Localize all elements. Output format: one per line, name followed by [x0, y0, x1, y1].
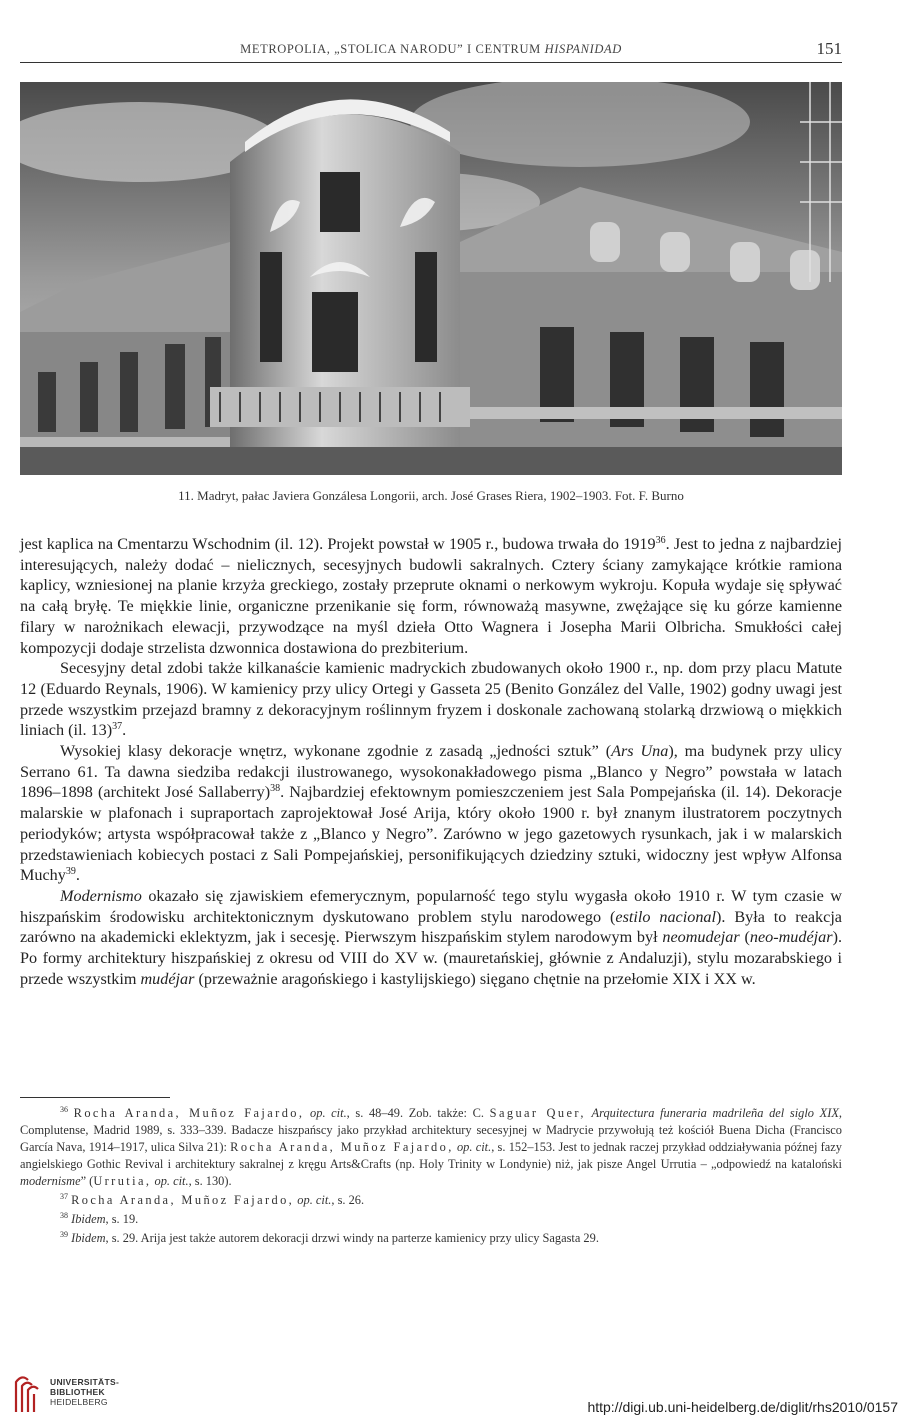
- paragraph-2: Secesyjny detal zdobi także kilkanaście kamienic madryckich zbudowanych około 1900 r., np. dom przy placu Matute 12 (Eduardo Reynals, 1906). W kamienicy przy ulicy Ortegi y Gasseta 25 (Benito González del Valle, 1902) godny uwagi jest przede wszystkim przejazd bramny z dekoracyjnym roślinnym fryzem i doskonale zachowaną stolarką drzwiową o miękkich liniach (il. 13)$^{37}$.: [20, 659, 842, 740]
- footnote-ref-39: 39: [65, 866, 76, 878]
- running-head-italic: HISPANIDAD: [544, 42, 622, 56]
- university-library-logo-icon: [12, 1372, 42, 1414]
- library-branding: [12, 1372, 132, 1416]
- footnote-ref-36: 36: [655, 535, 666, 546]
- footnote-ref-38: 38: [270, 783, 281, 795]
- footnote-36: $^{36}$ Rocha Aranda, Muñoz Fajardo, op. cit., s. 48–49. Zob. także: C. Saguar Quer, Arquitectura funeraria madrileña del siglo XIX, Complutense, Madrid 1989, s. 333–339. Badacze hiszpańscy jako przykład architektury secesyjnej w Madrycie przywołują też kościół Buena Dicha (Francisco García Nava, 1914–1917, ulica Silva 21): Rocha Aranda, Muñoz Fajardo, op. cit., s. 152–153. Jest to jednak raczej przykład oddziaływania późnej fazy angielskiego Gothic Revival i architektury sakralnej z kręgu Arts&Crafts (np. Holy Trinity w Londynie) niż, jak pisze Angel Urrutia – „odpowiedź na kataloński modernisme” (Urrutia, op. cit., s. 130).: [20, 1105, 842, 1188]
- footnote-rule: [20, 1097, 170, 1098]
- footnote-ref-37: 37: [112, 721, 123, 733]
- running-head: [20, 42, 842, 57]
- page-header: [20, 38, 842, 63]
- library-name: UNIVERSITÄTS- BIBLIOTHEK HEIDELBERG: [50, 1377, 120, 1407]
- footnote-37: $^{37}$ Rocha Aranda, Muñoz Fajardo, op. cit., s. 26.: [60, 1192, 365, 1207]
- paragraph-3: Wysokiej klasy dekoracje wnętrz, wykonane zgodnie z zasadą „jedności sztuk” (Ars Una), ma budynek przy ulicy Serrano 61. Ta dawna siedziba redakcji ilustrowanego, wysokonakładowego pisma „Blanco y Negro” powstała w latach 1896–1898 (architekt José Sallaberry)$^{38}$. Najbardziej efektownym pomieszczeniem jest Sala Pompejańska (il. 14). Dekoracje malarskie w plafonach i supraportach zaprojektował José Arija, który około 1900 r. był znanym ilustratorem poczytnych periodyków; artysta współpracował także z „Blanco y Negro”. Zarówno w jego gazetowych rysunkach, jak i w malarskich przedstawieniach kobiecych postaci z Sali Pompejańskiej, personifikujących dziedziny sztuki, widoczny jest wpływ Alfonsa Muchy$^{39}$.: [20, 742, 843, 885]
- paragraph-1: jest kaplica na Cmentarzu Wschodnim (il. 12). Projekt powstał w 1905 r., budowa trwała do 1919$^{36}$. Jest to jedna z najbardziej interesujących, należy dodać – nielicznych, secesyjnych budowli sakralnych. Cztery ściany zamykające krótkie ramiona kaplicy, wzniesionej na planie krzyża greckiego, zostały przeprute oknami o nerkowym wykroju. Kopuła wydaje się spływać na całą bryłę. Te miękkie linie, organiczne przenikanie się form, równoważą masywne, zwężające się ku górze kamienne filary w narożnikach elewacji, przywodzące na myśl dzieła Otto Wagnera i Josepha Marii Olbricha. Smukłości całej kompozycji dodaje strzelista dzwonnica dostawiona do prezbiterium.: [20, 535, 842, 657]
- building-photo: [20, 82, 842, 475]
- palace-illustration: [20, 82, 842, 475]
- footnotes: [20, 1105, 842, 1249]
- page-number: 151: [816, 39, 842, 58]
- footnote-38: $^{38}$ Ibidem, s. 19.: [60, 1211, 139, 1226]
- source-url-link[interactable]: http://digi.ub.uni-heidelberg.de/diglit/rhs2010/0157: [587, 1399, 898, 1415]
- figure-caption: 11. Madryt, pałac Javiera Gonzálesa Longorii, arch. José Grases Riera, 1902–1903. Fot. F. Burno: [178, 488, 684, 503]
- main-text: [20, 534, 842, 989]
- running-head-text: METROPOLIA, „STOLICA NARODU” I CENTRUM: [240, 42, 545, 56]
- paragraph-4: Modernismo okazało się zjawiskiem efemerycznym, popularność tego stylu wygasła około 1910 r. W tym czasie w hiszpańskim środowisku architektonicznym dyskutowano problem stylu narodowego (estilo nacional). Była to reakcja zarówno na akademicki eklektyzm, jak i secesję. Pierwszym hiszpańskim stylem narodowym był neomudejar (neo-mudéjar). Po formy architektury hiszpańskiej z okresu od VIII do XV w. (mauretańskiej, głównie z Andaluzji), stylu mozarabskiego i przede wszystkim mudéjar (przeważnie aragońskiego i kastylijskiego) sięgano chętnie na przełomie XIX i XX w.: [20, 886, 843, 988]
- footnote-39: $^{39}$ Ibidem, s. 29. Arija jest także autorem dekoracji drzwi windy na parterze kamienicy przy ulicy Sagasta 29.: [60, 1230, 599, 1245]
